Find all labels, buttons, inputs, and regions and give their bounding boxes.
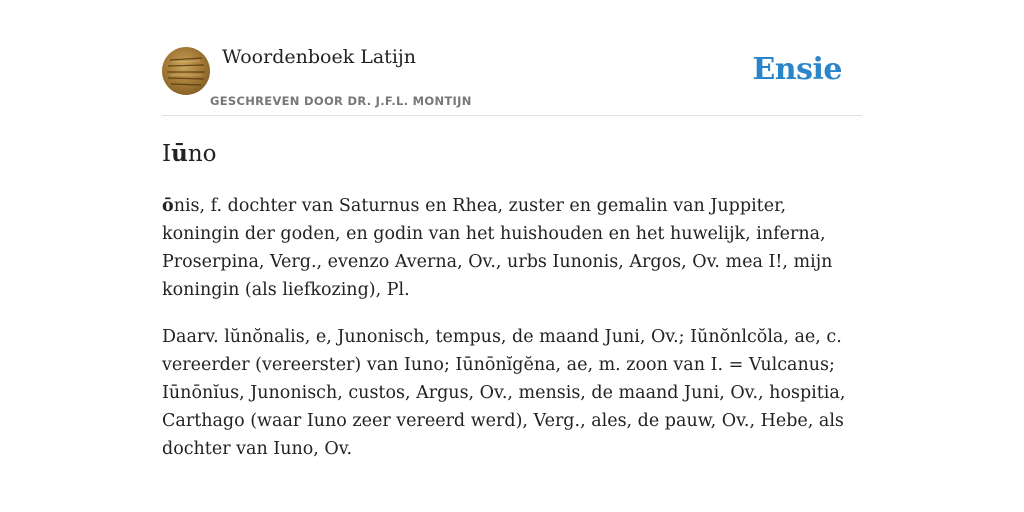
dictionary-title[interactable]: Woordenboek Latijn (222, 46, 417, 68)
entry-title-bold: ū (171, 140, 188, 167)
page-content (162, 0, 862, 459)
definition-text: nis, f. dochter van Saturnus en Rhea, zuster en gemalin van Juppiter, koningin der goden, en godin van het huishouden en het huwelijk, inferna, Proserpina, Verg., evenzo Averna, Ov., urbs Iunonis, Argos, Ov. mea I!, mijn koningin (als liefkozing), Pl. (162, 196, 833, 300)
definition-paragraph (162, 192, 852, 304)
dictionary-header (162, 0, 862, 116)
ensie-logo-link[interactable]: Ensie (752, 52, 842, 87)
author-line: GESCHREVEN DOOR DR. J.F.L. MONTIJN (210, 94, 472, 108)
entry-title (162, 140, 217, 167)
entry-title-prefix: I (162, 141, 172, 167)
coin-icon[interactable] (162, 47, 210, 95)
derivatives-paragraph: Daarv. lŭnŏnalis, e, Junonisch, tempus, de maand Juni, Ov.; Iŭnŏnlcŏla, ae, c. vereerder (vereerster) van Iuno; Iūnōnĭgĕna, ae, m. zoon van I. = Vulcanus; Iūnōnĭus, Junonisch, custos, Argus, Ov., mensis, de maand Juni, Ov., hospitia, Carthago (waar Iuno zeer vereerd werd), Verg., ales, de pauw, Ov., Hebe, als dochter van Iuno, Ov. (162, 327, 846, 459)
entry-title-suffix: no (187, 141, 217, 167)
definition-bold: ō (162, 196, 174, 216)
